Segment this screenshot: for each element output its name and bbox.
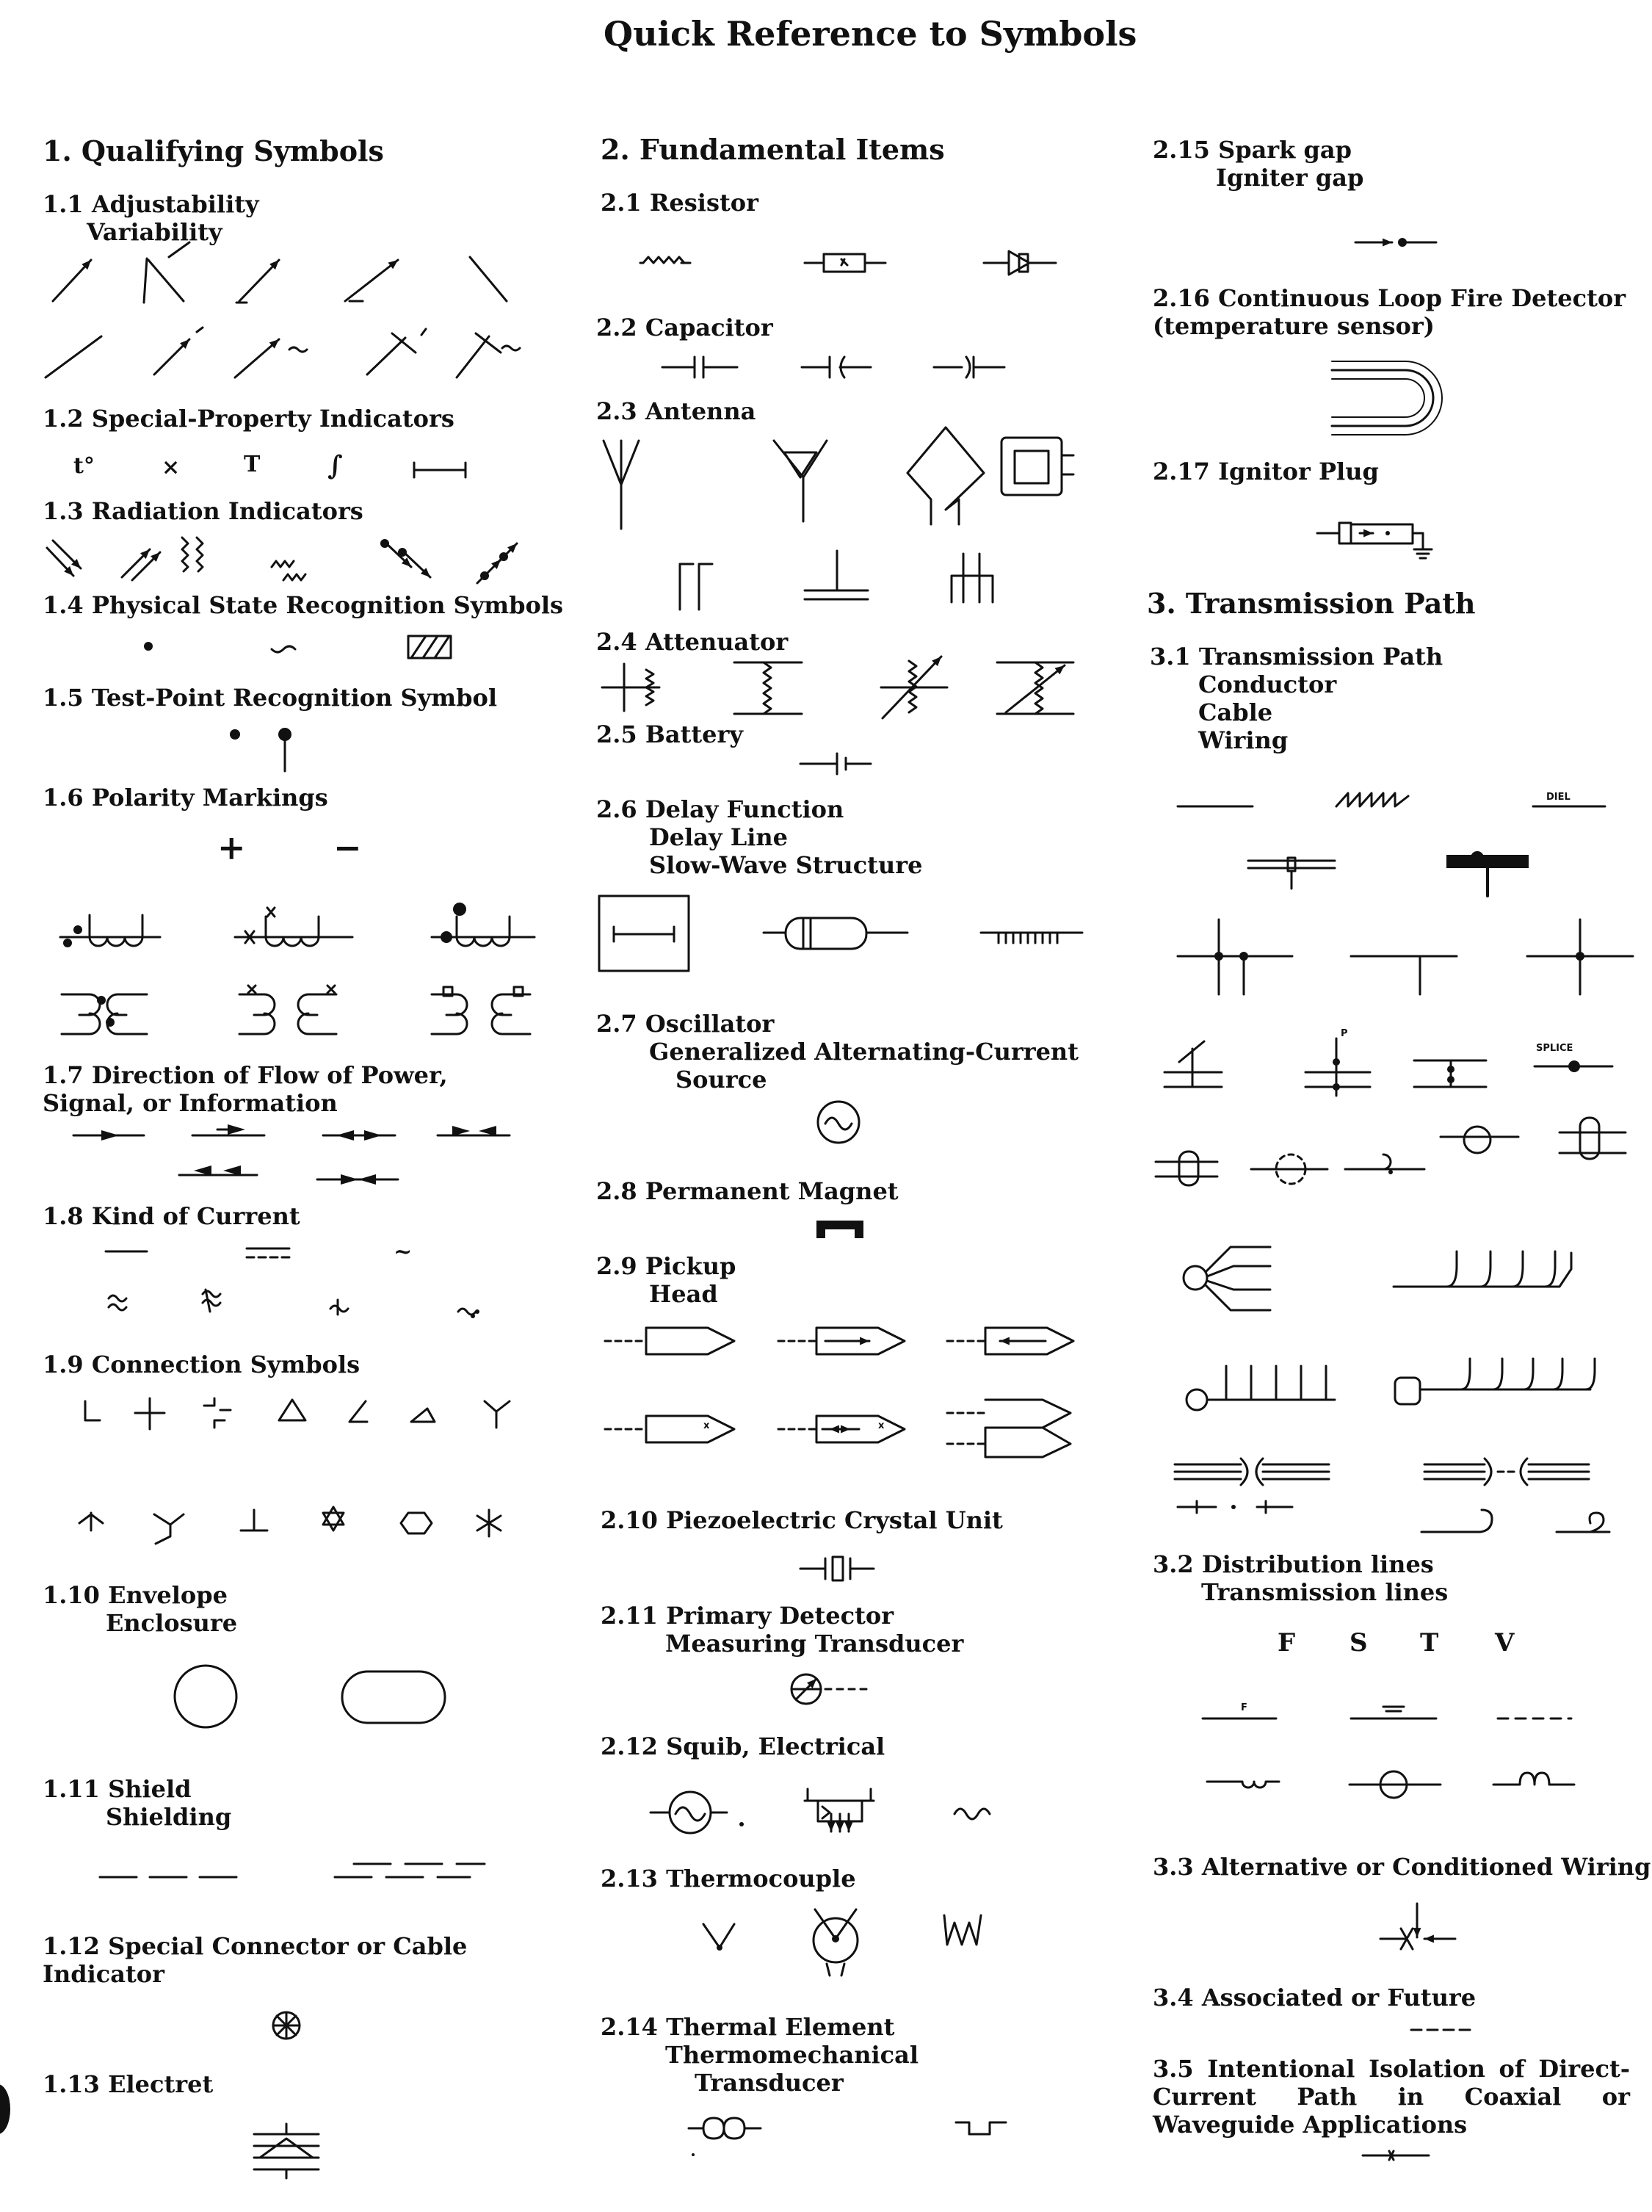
adjustability-symbols	[470, 257, 507, 301]
item-2-6-sub2: Slow-Wave Structure	[649, 851, 923, 879]
transmission-path-symbols	[1447, 1076, 1454, 1083]
transmission-path-symbols	[1207, 1366, 1335, 1400]
item-2-16-sub: (temperature sensor)	[1153, 312, 1435, 340]
connection-symbols	[411, 1409, 435, 1422]
flow-direction-symbols	[364, 1130, 382, 1141]
transmission-path-symbols	[1446, 855, 1529, 868]
item-2-17: 2.17 Ignitor Plug	[1153, 458, 1379, 485]
radiation-indicators	[380, 539, 389, 548]
times-symbol: ×	[162, 455, 181, 480]
item-3-1-sub3: Wiring	[1198, 726, 1289, 754]
transmission-path-symbols	[1446, 1251, 1555, 1287]
minus-polarity: −	[333, 828, 362, 867]
item-2-9: 2.9 Pickup	[596, 1252, 736, 1280]
connection-symbols	[401, 1513, 432, 1533]
item-3-2-sub: Transmission lines	[1201, 1578, 1449, 1606]
pickup-head-symbols	[646, 1328, 734, 1354]
antenna-symbols	[774, 441, 827, 521]
item-2-14: 2.14 Thermal Element	[601, 2013, 895, 2041]
item-1-8: 1.8 Kind of Current	[43, 1202, 300, 1230]
item-2-8: 2.8 Permanent Magnet	[596, 1177, 899, 1205]
flow-direction-symbols	[341, 1174, 358, 1185]
section-1-heading: 1. Qualifying Symbols	[43, 134, 384, 167]
item-2-3: 2.3 Antenna	[596, 397, 756, 425]
squib-symbols	[822, 1807, 830, 1818]
adjustability-symbols	[367, 338, 405, 375]
radiation-indicators	[272, 561, 294, 567]
item-2-12: 2.12 Squib, Electrical	[601, 1732, 885, 1760]
radiation-indicators	[283, 574, 305, 580]
item-2-1: 2.1 Resistor	[601, 189, 758, 217]
thermal-element-symbols	[692, 2153, 695, 2156]
connection-symbols	[85, 1401, 100, 1420]
transmission-path-symbols	[1576, 952, 1584, 961]
radiation-indicators	[398, 548, 407, 557]
capacitor-symbols	[966, 357, 970, 377]
section-3-heading: 3. Transmission Path	[1147, 587, 1476, 620]
dist-letter-s: S	[1350, 1628, 1368, 1658]
transmission-path-symbols	[1336, 793, 1408, 806]
integral-symbol: ∫	[327, 450, 343, 481]
dist-letter-t: T	[1420, 1628, 1439, 1658]
ignitor-plug-symbol	[1363, 529, 1373, 538]
alternative-wiring-symbol	[1413, 1928, 1421, 1937]
transmission-path-symbols	[1333, 1083, 1340, 1091]
item-1-1: 1.1 Adjustability	[43, 190, 259, 218]
thermocouple-symbols	[944, 1915, 981, 1945]
polarity-markings	[106, 1018, 115, 1027]
polarity-markings	[97, 996, 106, 1005]
antenna-symbols	[952, 554, 993, 602]
item-3-1: 3.1 Transmission Path	[1150, 643, 1443, 671]
transmission-path-symbols	[1206, 1247, 1270, 1310]
connection-symbols	[204, 1398, 231, 1428]
transmission-path-symbols	[1388, 1170, 1393, 1174]
thermal-element-symbols	[703, 2118, 745, 2139]
polarity-markings	[63, 939, 72, 947]
dist-letter-v: V	[1495, 1628, 1515, 1658]
transmission-path-symbols	[1239, 952, 1248, 961]
connection-symbols	[241, 1510, 267, 1530]
tau-symbol: T	[244, 452, 261, 477]
transmission-path-symbols	[1383, 1154, 1391, 1169]
section-2-heading: 2. Fundamental Items	[601, 133, 945, 166]
current-kind-symbols	[471, 1314, 475, 1318]
pickup-head-symbols	[1000, 1337, 1010, 1345]
flow-direction-symbols	[101, 1130, 119, 1141]
item-1-4: 1.4 Physical State Recognition Symbols	[43, 591, 564, 619]
item-2-14-sub2: Transducer	[695, 2069, 844, 2097]
feeder-f-label: F	[1241, 1702, 1247, 1713]
squib-symbols	[739, 1822, 744, 1826]
connection-symbols	[154, 1514, 184, 1544]
item-1-13: 1.13 Electret	[43, 2070, 214, 2098]
adjustability-symbols	[502, 346, 520, 350]
test-point-symbols	[230, 729, 240, 740]
item-2-13: 2.13 Thermocouple	[601, 1865, 856, 1893]
electret-symbol	[260, 2139, 313, 2158]
physical-state-symbols	[435, 636, 449, 658]
item-2-11-sub: Measuring Transducer	[665, 1630, 964, 1658]
distribution-line-symbols	[1207, 1782, 1279, 1788]
polarity-markings	[73, 925, 82, 934]
transmission-path-symbols	[1187, 1389, 1207, 1410]
pickup-x-label: x	[703, 1420, 710, 1431]
current-kind-symbols	[458, 1309, 476, 1315]
envelope-symbols	[175, 1666, 236, 1727]
pickup-head-symbols	[646, 1416, 734, 1442]
pickup-x-label-2: x	[878, 1420, 885, 1431]
item-3-4: 3.4 Associated or Future	[1153, 1984, 1477, 2012]
spark-gap-symbol	[1383, 239, 1392, 247]
item-1-1-sub: Variability	[87, 218, 222, 246]
antenna-symbols	[680, 564, 712, 610]
squib-symbols	[836, 1822, 844, 1832]
item-2-11: 2.11 Primary Detector	[601, 1602, 894, 1630]
polarity-markings	[492, 994, 530, 1034]
thermocouple-symbols	[703, 1924, 734, 1948]
transmission-path-symbols	[1394, 1253, 1571, 1287]
polarity-markings	[267, 908, 275, 917]
transmission-path-symbols	[1480, 1510, 1492, 1532]
transmission-path-symbols	[1395, 1378, 1420, 1404]
item-2-10: 2.10 Piezoelectric Crystal Unit	[601, 1506, 1003, 1534]
physical-state-symbols	[272, 646, 295, 652]
physical-state-symbols	[423, 636, 438, 658]
item-1-10: 1.10 Envelope	[43, 1581, 228, 1609]
transmission-path-symbols	[1485, 1459, 1527, 1485]
current-kind-symbols	[330, 1300, 348, 1315]
polarity-markings	[266, 937, 319, 946]
connection-symbols	[485, 1401, 510, 1428]
alternative-wiring-symbol	[1424, 1935, 1434, 1943]
item-2-9-sub: Head	[649, 1280, 718, 1308]
item-1-10-sub: Enclosure	[106, 1609, 238, 1637]
radiation-indicators	[499, 552, 508, 561]
polarity-markings	[62, 994, 100, 1034]
current-kind-symbols	[203, 1290, 220, 1312]
oscillator-symbol	[825, 1118, 852, 1130]
transmission-path-symbols	[1333, 1058, 1340, 1066]
polarity-markings	[90, 915, 142, 946]
pickup-head-symbols	[860, 1337, 869, 1345]
adjustability-symbols	[289, 347, 307, 352]
antenna-symbols	[604, 441, 639, 529]
transmission-path-symbols	[1231, 1505, 1236, 1509]
adjustability-symbols	[392, 333, 416, 353]
transmission-path-symbols	[1461, 1359, 1595, 1389]
transmission-path-symbols	[1184, 1266, 1207, 1290]
item-1-2: 1.2 Special-Property Indicators	[43, 405, 454, 433]
item-2-7-sub1: Generalized Alternating-Current	[649, 1038, 1079, 1066]
connection-symbols	[349, 1401, 367, 1422]
antenna-symbols	[1001, 438, 1062, 495]
item-1-7-sub: Signal, or Information	[43, 1089, 338, 1117]
resistor-symbols	[640, 257, 684, 263]
item-1-11-sub: Shielding	[106, 1803, 232, 1831]
radiation-indicators	[480, 571, 489, 580]
transmission-path-symbols	[1214, 952, 1223, 961]
splice-label: SPLICE	[1536, 1043, 1573, 1054]
polarity-markings	[298, 994, 336, 1034]
adjustability-symbols	[148, 260, 184, 301]
physical-state-symbols	[144, 642, 153, 651]
transmission-path-symbols	[1447, 1066, 1454, 1073]
flow-direction-symbols	[358, 1174, 376, 1185]
page-title: Quick Reference to Symbols	[604, 14, 1137, 54]
transmission-path-symbols	[1464, 1127, 1490, 1153]
ac-tilde-symbol: ~	[394, 1239, 413, 1265]
alternative-wiring-symbol	[1380, 1929, 1413, 1949]
item-1-12-sub: Indicator	[43, 1960, 164, 1988]
polarity-markings	[432, 994, 467, 1034]
item-2-7-sub2: Source	[675, 1066, 767, 1094]
physical-state-symbols	[411, 636, 426, 658]
thermocouple-symbols	[717, 1945, 722, 1951]
adjustability-symbols	[421, 329, 426, 335]
item-2-5: 2.5 Battery	[596, 720, 743, 748]
item-2-7: 2.7 Oscillator	[596, 1010, 775, 1038]
item-1-12: 1.12 Special Connector or Cable	[43, 1932, 468, 1960]
polarity-markings	[453, 903, 466, 916]
polarity-markings	[248, 986, 335, 993]
ignitor-plug-symbol	[1385, 531, 1390, 535]
temperature-symbol: t°	[73, 453, 95, 479]
item-1-6: 1.6 Polarity Markings	[43, 784, 328, 812]
polarity-markings	[239, 994, 275, 1034]
connection-symbols	[79, 1513, 103, 1530]
transmission-path-symbols	[1241, 1459, 1263, 1485]
item-1-5: 1.5 Test-Point Recognition Symbol	[43, 684, 497, 712]
squib-symbols	[675, 1807, 705, 1821]
diel-label: DIEL	[1546, 792, 1571, 803]
item-1-9: 1.9 Connection Symbols	[43, 1351, 361, 1378]
transmission-path-symbols	[1179, 1152, 1198, 1185]
adjustability-symbols	[197, 328, 203, 332]
radiation-indicators	[182, 538, 188, 571]
connection-symbols	[477, 1510, 501, 1536]
dist-letter-f: F	[1278, 1628, 1296, 1658]
item-3-3: 3.3 Alternative or Conditioned Wiring	[1153, 1853, 1651, 1881]
antenna-symbols	[907, 427, 984, 524]
transmission-path-symbols	[1590, 1513, 1604, 1532]
attenuator-symbols	[764, 662, 771, 714]
envelope-symbols	[342, 1671, 445, 1723]
connection-symbols	[323, 1507, 344, 1530]
pickup-head-symbols	[985, 1400, 1070, 1457]
item-2-2: 2.2 Capacitor	[596, 314, 773, 341]
squib-symbols	[827, 1822, 836, 1832]
permanent-magnet-symbol	[816, 1221, 863, 1238]
p-label: P	[1341, 1028, 1348, 1039]
plus-polarity: +	[217, 828, 246, 867]
antenna-symbols	[1015, 451, 1048, 483]
transmission-path-symbols	[1568, 1060, 1580, 1072]
piezo-crystal-symbol	[833, 1557, 843, 1580]
item-3-2: 3.2 Distribution lines	[1153, 1550, 1434, 1578]
resistor-symbols	[841, 259, 847, 265]
item-2-14-sub1: Thermomechanical	[665, 2041, 919, 2069]
loop-fire-detector-symbol	[1332, 379, 1424, 417]
current-kind-symbols	[109, 1295, 126, 1310]
radiation-indicators	[197, 538, 203, 571]
item-3-1-sub2: Cable	[1198, 698, 1273, 726]
squib-symbols	[845, 1822, 853, 1832]
item-2-15-sub: Igniter gap	[1216, 164, 1364, 192]
item-2-6: 2.6 Delay Function	[596, 795, 844, 823]
adjustability-symbols	[345, 260, 398, 301]
thermocouple-symbols	[832, 1935, 839, 1942]
adjustability-symbols	[457, 336, 489, 377]
flow-direction-symbols	[336, 1130, 354, 1141]
item-1-3: 1.3 Radiation Indicators	[43, 497, 363, 525]
polarity-markings	[457, 937, 510, 946]
connection-symbols	[279, 1400, 305, 1420]
item-2-4: 2.4 Attenuator	[596, 628, 789, 656]
delay-symbols	[786, 918, 866, 949]
item-3-5: 3.5 Intentional Isolation of Direct-Current Path in Coaxial or Waveguide Applications	[1153, 2055, 1630, 2139]
item-1-11: 1.11 Shield	[43, 1775, 192, 1803]
current-kind-symbols	[475, 1309, 479, 1314]
adjustability-symbols	[144, 259, 147, 303]
loop-fire-detector-symbol	[1332, 361, 1442, 435]
polarity-markings	[107, 994, 147, 1034]
squib-symbols	[954, 1809, 990, 1819]
ignitor-plug-symbol	[1339, 523, 1351, 543]
pickup-head-symbols	[830, 1425, 839, 1434]
polarity-markings	[441, 931, 452, 943]
transmission-path-symbols	[1471, 851, 1484, 864]
item-2-15: 2.15 Spark gap	[1153, 136, 1352, 164]
item-2-6-sub1: Delay Line	[649, 823, 789, 851]
thermal-element-symbols	[956, 2122, 1006, 2134]
item-1-7: 1.7 Direction of Flow of Power,	[43, 1061, 448, 1089]
adjustability-symbols	[46, 336, 101, 377]
item-2-16: 2.16 Continuous Loop Fire Detector	[1153, 284, 1626, 312]
item-3-1-sub1: Conductor	[1198, 671, 1337, 698]
distribution-line-symbols	[1493, 1773, 1574, 1785]
